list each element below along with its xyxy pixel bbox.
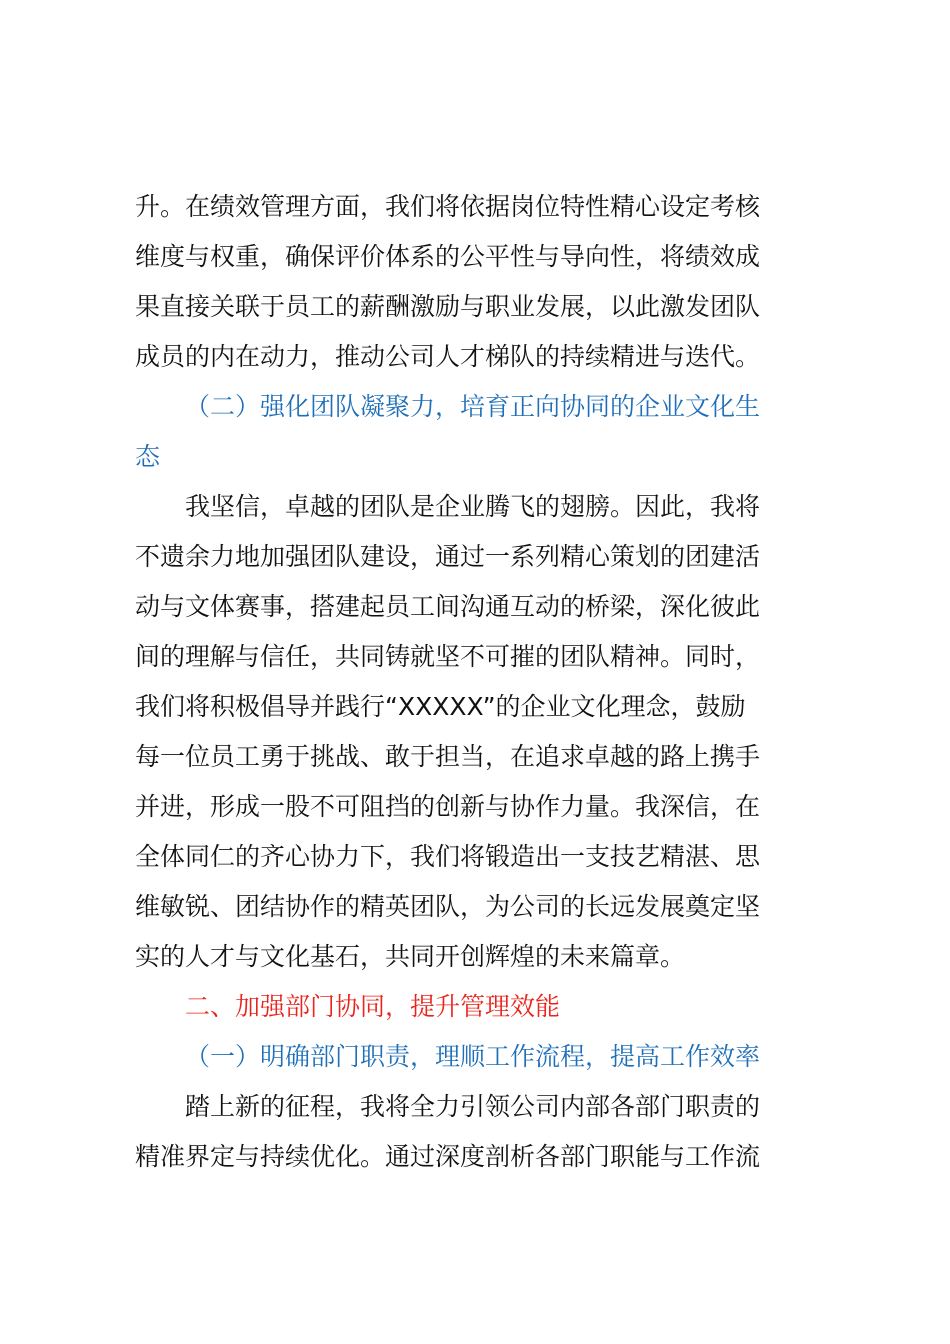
paragraph-line: 成员的内在动力，推动公司人才梯队的持续精进与迭代。 bbox=[135, 342, 761, 371]
paragraph-line: 全体同仁的齐心协力下，我们将锻造出一支技艺精湛、思 bbox=[135, 842, 761, 871]
paragraph-line: 实的人才与文化基石，共同开创辉煌的未来篇章。 bbox=[135, 942, 686, 971]
document-body bbox=[135, 182, 835, 1182]
paragraph-line: 并进，形成一股不可阻挡的创新与协作力量。我深信，在 bbox=[135, 792, 761, 821]
section-heading: 二、加强部门协同，提升管理效能 bbox=[185, 992, 561, 1021]
paragraph-line: 动与文体赛事，搭建起员工间沟通互动的桥梁，深化彼此 bbox=[135, 592, 761, 621]
paragraph-line: 我们将积极倡导并践行“XXXXX”的企业文化理念，鼓励 bbox=[135, 692, 746, 721]
paragraph-line: 每一位员工勇于挑战、敢于担当，在追求卓越的路上携手 bbox=[135, 742, 761, 771]
paragraph-line: 我坚信，卓越的团队是企业腾飞的翅膀。因此，我将 bbox=[185, 492, 761, 521]
section-subheading: （二）强化团队凝聚力，培育正向协同的企业文化生 bbox=[185, 392, 761, 421]
paragraph-line: 不遗余力地加强团队建设，通过一系列精心策划的团建活 bbox=[135, 542, 761, 571]
paragraph-line: 踏上新的征程，我将全力引领公司内部各部门职责的 bbox=[185, 1092, 761, 1121]
paragraph-line: 维敏锐、团结协作的精英团队，为公司的长远发展奠定坚 bbox=[135, 892, 761, 921]
paragraph-line: 维度与权重，确保评价体系的公平性与导向性，将绩效成 bbox=[135, 242, 761, 271]
paragraph-line: 果直接关联于员工的薪酬激励与职业发展，以此激发团队 bbox=[135, 292, 761, 321]
paragraph-line: 间的理解与信任，共同铸就坚不可摧的团队精神。同时， bbox=[135, 642, 761, 671]
section-subheading-continuation: 态 bbox=[135, 442, 161, 471]
paragraph-line: 精准界定与持续优化。通过深度剖析各部门职能与工作流 bbox=[135, 1142, 761, 1171]
section-subheading: （一）明确部门职责，理顺工作流程，提高工作效率 bbox=[185, 1042, 761, 1071]
paragraph-line: 升。在绩效管理方面，我们将依据岗位特性精心设定考核 bbox=[135, 192, 761, 221]
